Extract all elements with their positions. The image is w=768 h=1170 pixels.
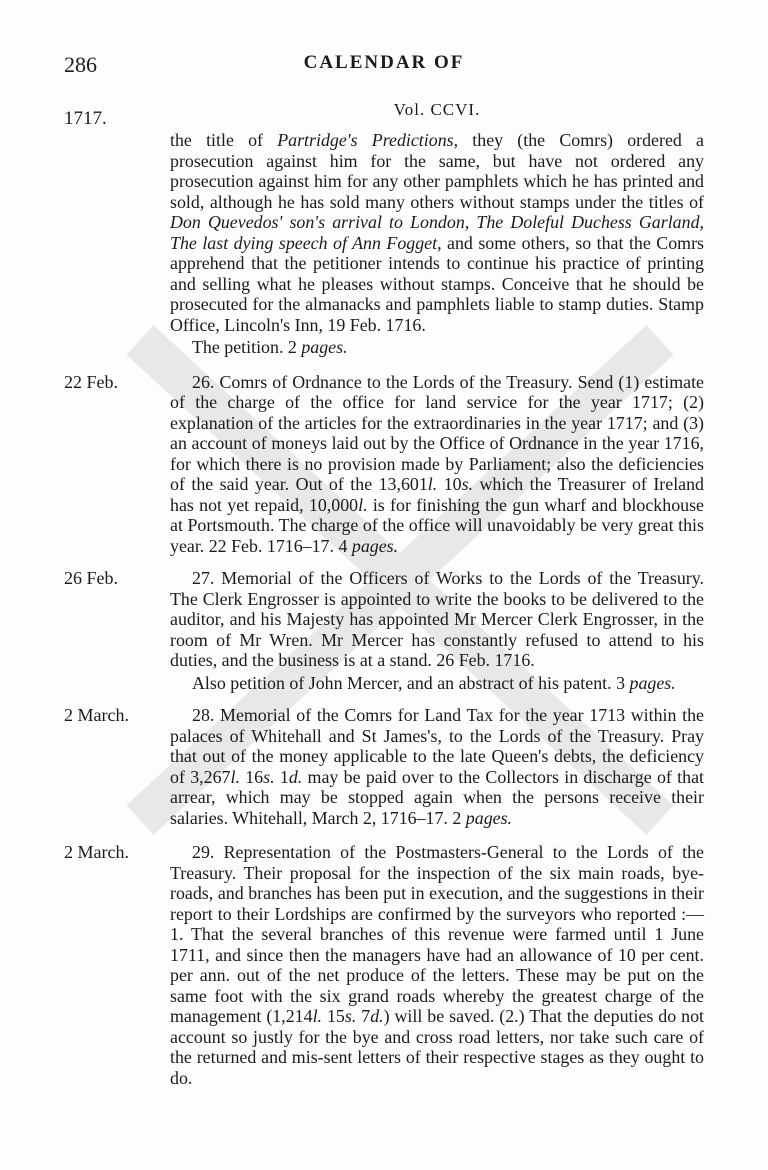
calendar-entry [0,372,768,557]
entry-text [170,705,704,828]
year-marker: 1717. [64,108,107,129]
calendar-entry [0,842,768,1088]
text-run: the title of [170,130,278,150]
entry-paragraph [170,130,704,335]
text-run: which the Treasurer of Ireland has not yet repaid, 10,000 [170,474,704,515]
text-run: The petition. 2 [192,337,302,357]
text-run: and some others, so that the Comrs apprehend that the petitioner intends to continue his practice of printing and selling what he pleases without stamps. Conceive that he should be prosecuted for the almanacks and pamphlets liable to stamp duties. Stamp Office, Lincoln's Inn, 19 Feb. 1716. [170,232,704,335]
italic-text: s. [461,474,474,494]
entry-paragraph [170,372,704,557]
text-run: they (the Comrs) ordered a prosecution against him for the same, but have not ordered any prosecution against him for any other pamphlets which he has printed and sold, although he has sold many others without stamps under the titles of [170,130,704,212]
text-run: is for finishing the gun wharf and blockhouse at Portsmouth. The charge of the office will unavoidably be very great this year. 22 Feb. 1716–17. 4 [170,494,704,556]
entry-date: 2 March. [64,705,129,725]
text-run: 27. Memorial of the Officers of Works to the Lords of the Treasury. The Clerk Engrosser is appointed to write the books to be delivered to the auditor, and his Majesty has appointed Mr Mercer Clerk Engrosser, in the room of Mr Wren. Mr Mercer has constantly refused to attend to his duties, and the business is at a stand. 26 Feb. 1716. [170,568,704,670]
italic-text: l. [358,494,368,515]
calendar-entry [0,568,768,693]
italic-text: pages. [301,337,348,357]
text-run: 28. Memorial of the Comrs for Land Tax for the year 1713 within the palaces of Whitehall and St James's, to the Lords of the Treasury. Pray that out of the money applicable to the late Queen's debts, the deficiency of 3,267 [170,705,704,787]
text-run: Also petition of John Mercer, and an abstract of his patent. 3 [192,672,630,693]
entry-paragraph [170,568,704,671]
text-run: 7 [356,1006,371,1026]
entry-paragraph [170,673,704,694]
calendar-entry [0,130,768,358]
italic-text: l. [427,474,438,494]
italic-text: Don Quevedos' son's arrival to London, The Doleful Duchess Garland, The last dying speech of Ann Fogget, [170,212,704,253]
text-run: ) will be saved. (2.) That the deputies do not account so justly for the bye and cross road letters, nor take such care of the returned and mis-sent letters of their respective stages as they ought to do. [170,1006,704,1088]
entry-date: 22 Feb. [64,371,118,392]
italic-text: Partridge's Predictions, [277,130,459,150]
text-run: 1 [274,766,289,787]
entry-date: 26 Feb. [64,568,118,588]
entry-text [170,842,704,1088]
italic-text: pages. [629,672,676,693]
text-run: 29. Representation of the Postmasters-General to the Lords of the Treasury. Their proposal for the inspection of the six main roads, bye-roads, and branches has been put in execution, and the suggestions in their report to their Lordships are confirmed by the surveyors who reported :—1. That the several branches of this revenue were farmed until 1 June 1711, and since then the managers have had an allowance of 10 per cent. per ann. out of the net produce of the letters. These may be put on the same foot with the six grand roads whereby the greatest charge of the management (1,214 [170,842,704,1026]
italic-text: s. [263,766,275,787]
italic-text: d. [288,766,303,787]
entry-paragraph [170,842,704,1088]
entry-text [170,568,704,693]
entry-date: 2 March. [64,842,129,862]
text-run: 16 [239,766,264,787]
italic-text: l. [312,1006,323,1026]
calendar-entry [0,705,768,828]
text-run: 15 [322,1006,345,1026]
italic-text: l. [230,766,240,787]
text-run: 10 [437,474,462,494]
entry-text [170,372,704,557]
text-run: 26. Comrs of Ordnance to the Lords of the Treasury. Send (1) estimate of the charge of the office for land service for the year 1717; (2) explanation of the articles for the extraordinaries in the year 1717; and (3) an account of moneys laid out by the Office of Ordnance in the year 1716, for which there is no provision made by Parliament; also the deficiencies of the said year. Out of the 13,601 [170,371,704,494]
entry-text [170,130,704,358]
page-number: 286 [64,52,97,77]
italic-text: pages. [465,807,513,828]
entry-paragraph [170,705,704,828]
running-title: CALENDAR OF [303,52,465,73]
volume-heading: Vol. CCVI. [393,100,481,119]
italic-text: s. [344,1006,357,1026]
italic-text: pages. [351,535,399,556]
italic-text: d. [370,1006,384,1026]
entry-paragraph [170,337,704,358]
text-run: may be paid over to the Collectors in discharge of that arrear, which may be stopped again when the persons receive their salaries. Whitehall, March 2, 1716–17. 2 [170,766,704,828]
document-body [0,130,768,1092]
